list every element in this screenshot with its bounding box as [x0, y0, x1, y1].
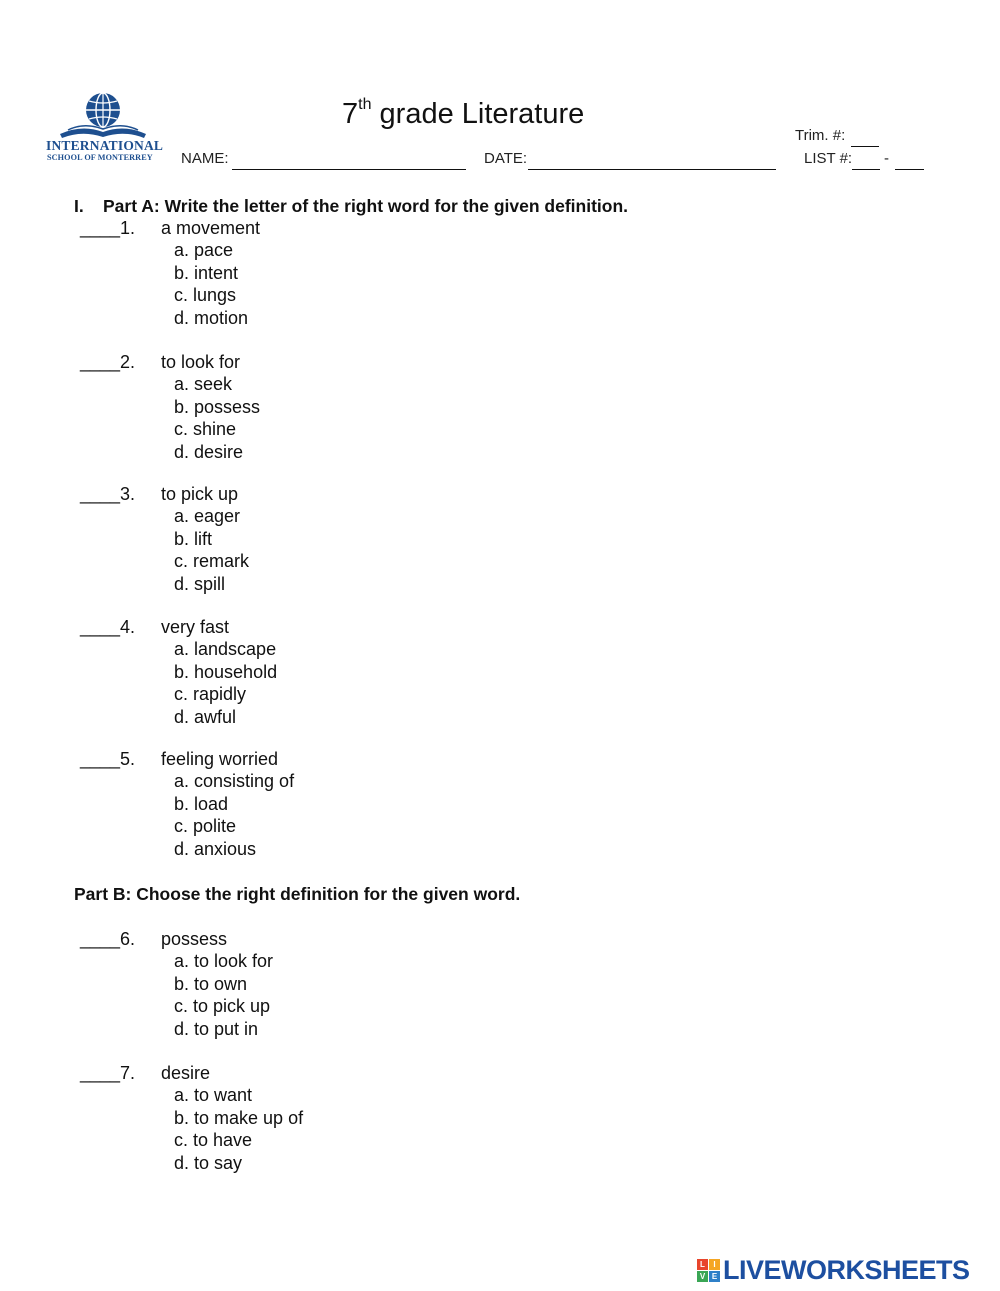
liveworksheets-wordmark: LIVEWORKSHEETS — [723, 1254, 970, 1285]
answer-option: d. to say — [174, 1152, 243, 1173]
answer-option: c. rapidly — [174, 684, 247, 705]
answer-blank[interactable]: ____ — [80, 929, 121, 949]
answer-option: a. landscape — [174, 639, 277, 660]
trim-label: Trim. #: — [795, 127, 846, 144]
question-text: desire — [161, 1063, 211, 1083]
question-text: very fast — [161, 617, 230, 637]
answer-option: a. seek — [174, 374, 233, 395]
question-text: possess — [161, 929, 228, 949]
question-text: to look for — [161, 352, 241, 372]
question-number: 6. — [120, 929, 136, 949]
answer-blank[interactable]: ____ — [80, 1063, 121, 1083]
answer-option: b. household — [174, 661, 278, 682]
answer-option: a. to look for — [174, 951, 274, 972]
question-row — [80, 1063, 135, 1084]
list-dash: - — [884, 150, 889, 167]
question-row — [80, 617, 135, 638]
name-label: NAME: — [181, 150, 229, 167]
answer-option: b. possess — [174, 396, 261, 417]
question-number: 4. — [120, 617, 136, 637]
answer-option: b. intent — [174, 262, 239, 283]
question-row — [80, 484, 135, 505]
question-row — [80, 218, 135, 239]
liveworksheets-badge[interactable] — [697, 1254, 970, 1286]
answer-option: a. pace — [174, 240, 234, 261]
answer-blank[interactable]: ____ — [80, 352, 121, 372]
question-text: feeling worried — [161, 749, 279, 769]
list-label: LIST #: — [804, 150, 853, 167]
question-row — [80, 352, 135, 373]
answer-option: d. to put in — [174, 1018, 259, 1039]
answer-option: d. awful — [174, 706, 237, 727]
part-b-heading: Part B: Choose the right definition for the given word. — [74, 884, 521, 904]
page-title: 7th grade Literature — [342, 96, 585, 130]
answer-option: d. spill — [174, 573, 226, 594]
question-row — [80, 749, 135, 770]
part-a-heading: Part A: Write the letter of the right word for the given definition. — [103, 196, 629, 216]
question-number: 3. — [120, 484, 136, 504]
question-number: 5. — [120, 749, 136, 769]
answer-option: b. lift — [174, 528, 213, 549]
name-field[interactable] — [232, 169, 466, 170]
school-name-line2: SCHOOL OF MONTERREY — [47, 153, 153, 162]
answer-option: c. lungs — [174, 285, 237, 306]
logo-block-letter: E — [709, 1271, 720, 1282]
answer-option: b. to make up of — [174, 1107, 304, 1128]
logo-block-letter: I — [709, 1259, 720, 1270]
answer-option: d. motion — [174, 307, 249, 328]
question-row — [80, 929, 135, 950]
answer-option: c. remark — [174, 551, 250, 572]
question-text: to pick up — [161, 484, 239, 504]
question-number: 7. — [120, 1063, 136, 1083]
list-field-1[interactable] — [852, 169, 880, 170]
answer-blank[interactable]: ____ — [80, 218, 121, 238]
logo-block-letter: V — [697, 1271, 708, 1282]
answer-option: c. to have — [174, 1130, 253, 1151]
answer-blank[interactable]: ____ — [80, 484, 121, 504]
answer-option: c. shine — [174, 419, 237, 440]
question-number: 2. — [120, 352, 136, 372]
school-name-line1: INTERNATIONAL — [46, 138, 164, 153]
answer-option: a. consisting of — [174, 771, 295, 792]
question-number: 1. — [120, 218, 136, 238]
liveworksheets-logo-icon — [697, 1259, 720, 1282]
answer-option: b. load — [174, 793, 229, 814]
answer-option: d. anxious — [174, 838, 257, 859]
list-field-2[interactable] — [895, 169, 924, 170]
part-a-roman: I. — [74, 196, 84, 216]
answer-option: c. polite — [174, 816, 237, 837]
answer-blank[interactable]: ____ — [80, 617, 121, 637]
question-text: a movement — [161, 218, 261, 238]
answer-blank[interactable]: ____ — [80, 749, 121, 769]
date-field[interactable] — [528, 169, 776, 170]
answer-option: a. eager — [174, 506, 241, 527]
answer-option: d. desire — [174, 441, 244, 462]
answer-option: c. to pick up — [174, 996, 271, 1017]
trim-field[interactable] — [851, 146, 879, 147]
answer-option: a. to want — [174, 1085, 253, 1106]
date-label: DATE: — [484, 150, 528, 167]
answer-option: b. to own — [174, 973, 248, 994]
logo-block-letter: L — [697, 1259, 708, 1270]
